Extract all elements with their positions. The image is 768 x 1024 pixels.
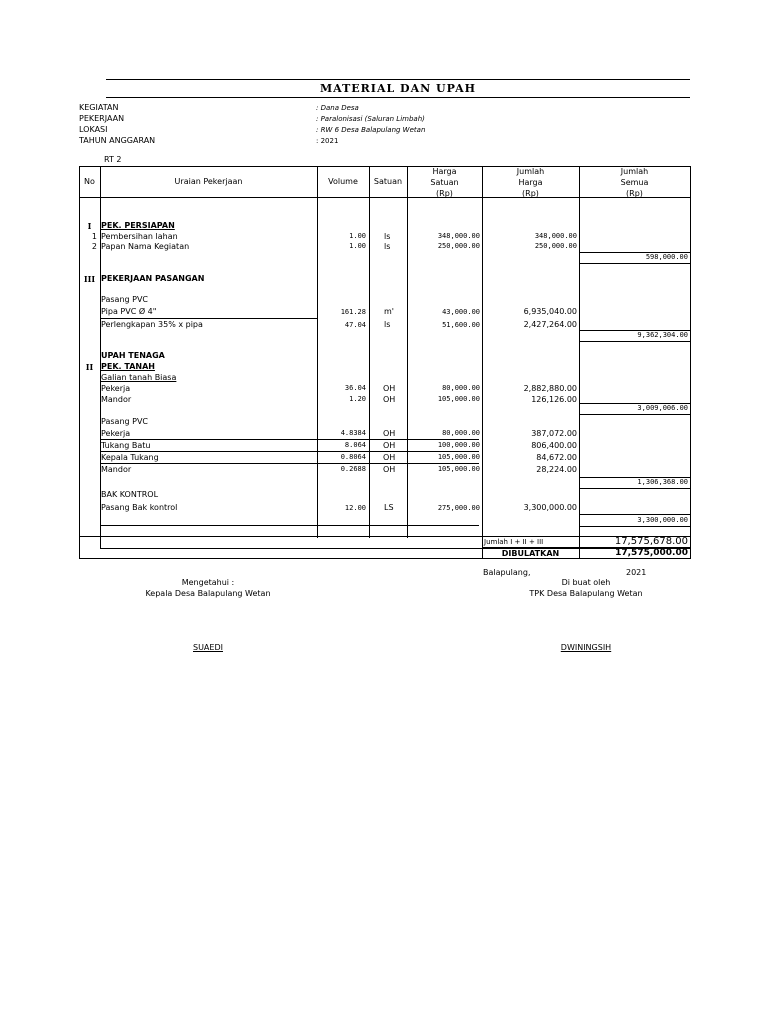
- row-jumlah: 126,126.00: [531, 395, 577, 404]
- row-volume: 47.04: [344, 321, 366, 329]
- row-harga: 100,000.00: [437, 441, 480, 449]
- signature-left-name: SUAEDI: [193, 643, 223, 652]
- row-jumlah: 84,672.00: [536, 453, 577, 462]
- row-satuan: ls: [384, 242, 391, 251]
- section-1-no: I: [87, 221, 92, 231]
- grand-total-label: Jumlah I + II + III: [484, 538, 544, 546]
- row-satuan: m': [384, 307, 394, 316]
- row-harga: 250,000.00: [437, 242, 480, 250]
- section-2-subheading-pvc: Pasang PVC: [101, 417, 149, 426]
- row-volume: 161.28: [340, 308, 366, 316]
- row-volume: 8.064: [344, 441, 366, 449]
- row-satuan: OH: [383, 429, 396, 438]
- meta-label-tahun: TAHUN ANGGARAN: [79, 136, 156, 145]
- section-2-subheading-bak: BAK KONTROL: [101, 490, 159, 499]
- grand-total-value: 17,575,678.00: [614, 536, 688, 547]
- signature-right-name: DWININGSIH: [560, 643, 612, 652]
- col-header-jumlah-harga: Jumlah Harga (Rp): [516, 167, 545, 198]
- col-header-jumlah-semua: Jumlah Semua (Rp): [620, 167, 649, 198]
- row-satuan: LS: [384, 503, 394, 512]
- meta-value-pekerjaan: : Paralonisasi (Saluran Limbah): [316, 115, 425, 123]
- rt-label: RT 2: [104, 155, 122, 164]
- row-volume: 1.00: [349, 242, 366, 250]
- meta-value-lokasi: : RW 6 Desa Balapulang Wetan: [316, 126, 426, 134]
- section-3-title: PEKERJAAN PASANGAN: [101, 274, 205, 283]
- row-volume: 1.20: [349, 395, 366, 403]
- row-satuan: OH: [383, 384, 396, 393]
- col-header-uraian: Uraian Pekerjaan: [174, 177, 243, 186]
- meta-value-tahun: : 2021: [316, 137, 339, 145]
- row-volume: 12.00: [344, 504, 366, 512]
- row-harga: 43,000.00: [442, 308, 480, 316]
- signature-right-title: TPK Desa Balapulang Wetan: [529, 589, 643, 598]
- row-uraian: Pipa PVC Ø 4": [101, 307, 157, 316]
- row-satuan: ls: [384, 232, 391, 241]
- signature-place: Balapulang,: [483, 568, 531, 577]
- row-harga: 51,600.00: [442, 321, 480, 329]
- row-volume: 0.2688: [340, 465, 366, 473]
- row-jumlah: 2,882,880.00: [523, 384, 577, 393]
- row-uraian: Pembersihan lahan: [101, 232, 178, 241]
- row-jumlah: 6,935,040.00: [523, 307, 577, 316]
- meta-label-pekerjaan: PEKERJAAN: [79, 114, 125, 123]
- section-2-subtotal-bak: 3,300,000.00: [637, 516, 688, 524]
- row-harga: 105,000.00: [437, 395, 480, 403]
- meta-value-kegiatan: : Dana Desa: [316, 104, 359, 112]
- section-1-subtotal: 598,000.00: [645, 253, 688, 261]
- row-uraian: Pasang Bak kontrol: [101, 503, 178, 512]
- row-satuan: ls: [384, 320, 391, 329]
- section-2-subheading-galian: Galian tanah Biasa: [101, 373, 177, 382]
- row-jumlah: 250,000.00: [534, 242, 577, 250]
- section-2-subtotal-galian: 3,009,006.00: [637, 404, 688, 412]
- row-uraian: Mandor: [101, 395, 132, 404]
- section-3-no: III: [83, 274, 96, 284]
- row-uraian: Mandor: [101, 465, 132, 474]
- section-2-subheading: PEK. TANAH: [101, 362, 155, 371]
- signature-left-caption: Mengetahui :: [181, 578, 235, 587]
- row-harga: 80,000.00: [442, 384, 480, 392]
- row-uraian: Tukang Batu: [101, 441, 151, 450]
- row-satuan: OH: [383, 453, 396, 462]
- section-2-subtotal-pvc: 1,306,368.00: [637, 478, 688, 486]
- rounded-total-label: DIBULATKAN: [501, 549, 560, 558]
- meta-label-kegiatan: KEGIATAN: [79, 103, 119, 112]
- row-harga: 275,000.00: [437, 504, 480, 512]
- signature-year: 2021: [626, 568, 647, 577]
- row-harga: 105,000.00: [437, 465, 480, 473]
- row-jumlah: 387,072.00: [531, 429, 577, 438]
- row-harga: 80,000.00: [442, 429, 480, 437]
- row-satuan: OH: [383, 465, 396, 474]
- rounded-total-value: 17,575,000.00: [615, 548, 688, 558]
- col-header-satuan: Satuan: [373, 177, 403, 186]
- section-1-title: PEK. PERSIAPAN: [101, 221, 175, 230]
- signature-right-caption: Di buat oleh: [561, 578, 611, 587]
- row-jumlah: 348,000.00: [534, 232, 577, 240]
- row-no: 2: [91, 242, 97, 251]
- row-uraian: Papan Nama Kegiatan: [101, 242, 190, 251]
- row-no: 1: [91, 232, 97, 241]
- row-volume: 1.00: [349, 232, 366, 240]
- section-3-subheading: Pasang PVC: [101, 295, 149, 304]
- row-uraian: Pekerja: [101, 429, 131, 438]
- document-title: MATERIAL DAN UPAH: [106, 79, 690, 98]
- section-2-no: II: [85, 362, 94, 372]
- row-harga: 105,000.00: [437, 453, 480, 461]
- signature-left-title: Kepala Desa Balapulang Wetan: [145, 589, 271, 598]
- row-uraian: Kepala Tukang: [101, 453, 159, 462]
- row-satuan: OH: [383, 441, 396, 450]
- row-jumlah: 806,400.00: [531, 441, 577, 450]
- row-volume: 36.04: [344, 384, 366, 392]
- row-jumlah: 2,427,264.00: [523, 320, 577, 329]
- row-jumlah: 3,300,000.00: [523, 503, 577, 512]
- meta-label-lokasi: LOKASI: [79, 125, 108, 134]
- row-satuan: OH: [383, 395, 396, 404]
- row-jumlah: 28,224.00: [536, 465, 577, 474]
- section-2-title: UPAH TENAGA: [101, 351, 165, 360]
- row-uraian: Perlengkapan 35% x pipa: [101, 320, 203, 329]
- row-uraian: Pekerja: [101, 384, 131, 393]
- col-header-harga-satuan: Harga Satuan (Rp): [430, 167, 459, 198]
- col-header-volume: Volume: [328, 177, 358, 186]
- row-volume: 0.8064: [340, 453, 366, 461]
- section-3-subtotal: 9,362,304.00: [637, 331, 688, 339]
- col-header-no: No: [84, 177, 95, 186]
- row-harga: 348,000.00: [437, 232, 480, 240]
- row-volume: 4.8384: [340, 429, 366, 437]
